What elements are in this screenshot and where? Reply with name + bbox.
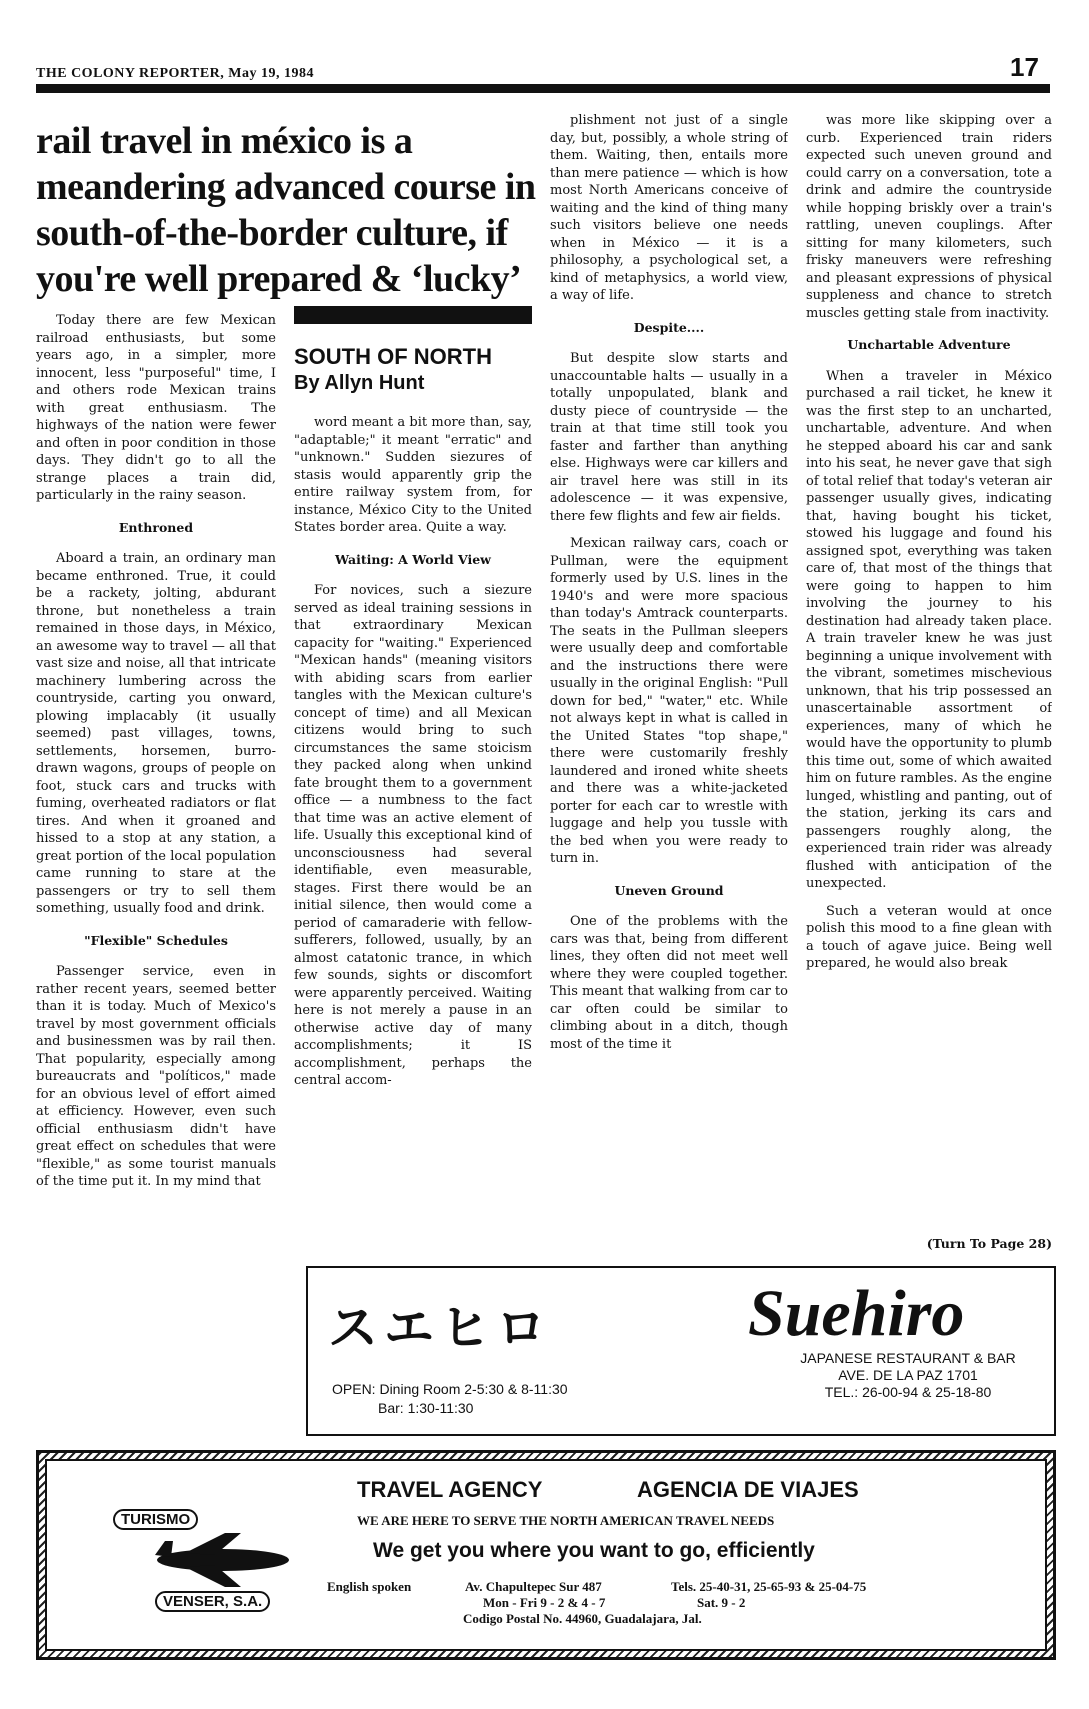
airplane-icon [145,1533,295,1587]
headline: rail travel in méxico is a meandering advanced course in south-of-the-border culture, if you're well prepared & ‘lucky’ [36,120,536,300]
article-paragraph: Such a veteran would at once polish this mood to a fine glean with a touch of agave juice. Being well prepared, he would also break [806,903,1052,971]
english-spoken: English spoken [327,1579,412,1594]
travel-agency-address: Av. Chapultepec Sur 487 [465,1579,602,1594]
article-column-3 [550,112,788,1257]
article-paragraph: Today there are few Mexican railroad enthusiasts, but some years ago, in a simpler, more innocent, less "purposeful" time, I and others rode Mexican trains with great enthusiasm. The highways of the nation were fewer and often in poor condition in those days. They didn't go to all the strange places a train did, particularly in the rainy season. [36,313,276,503]
suehiro-logo: Suehiro [748,1277,965,1350]
article-paragraph: Passenger service, even in rather recent years, seemed better than it is today. Much of Mexico's travel by most government officials and businessmen was by rail then. That popularity, especially among bureaucrats and "políticos," made for an obvious level of effort aimed at efficiency. However, even such official enthusiasm didn't have great effect on schedules that were "flexible," as some tourist manuals of the time put it. In my mind that [36,964,276,1189]
suehiro-bar-hours: Bar: 1:30-11:30 [378,1400,474,1416]
travel-agency-saturday: Sat. 9 - 2 [697,1595,746,1610]
byline: By Allyn Hunt [294,372,425,394]
logo-venser-text: VENSER, S.A. [155,1591,270,1612]
travel-agency-ad [36,1450,1056,1660]
subhead: Waiting: A World View [335,551,491,567]
article-paragraph: One of the problems with the cars was that, being from different lines, they often did not meet well where they were coupled together. This meant that walking from car to car often could be similar to climbing about in a ditch, though most of the time it [550,914,788,1052]
subhead: "Flexible" Schedules [84,932,228,948]
article-column-1 [36,312,276,1262]
travel-agency-slogan: We get you where you want to go, efficiently [373,1539,815,1562]
subhead: Unchartable Adventure [847,337,1011,352]
logo-turismo-text: TURISMO [113,1509,198,1530]
travel-agency-ad-inner [45,1459,1047,1651]
header-rule [36,84,1050,93]
suehiro-logo-japanese: スエヒロ [328,1299,552,1357]
article-paragraph: But despite slow starts and unaccountable halts — usually in a totally unpopulated, blank and dusty piece of countryside — the train at that time still took you faster and farther than anything else. Highways were car killers and air travel here was still in its adolescence — it was expensive, there few flights and few air fields. [550,351,788,524]
byline-bar [294,306,532,324]
suehiro-line-1: JAPANESE RESTAURANT & BAR [800,1350,1016,1366]
travel-agency-postal: Codigo Postal No. 44960, Guadalajara, Jal. [463,1611,702,1626]
travel-agency-serve: WE ARE HERE TO SERVE THE NORTH AMERICAN TRAVEL NEEDS [357,1513,775,1528]
article-paragraph: Mexican railway cars, coach or Pullman, were the equipment formerly used by U.S. lines in the 1940's and were more spacious than today's Amtrack counterparts. The seats in the Pullman sleepers were usually deep and comfortable and the instructions there were usually in the original English: "Pull down for bed," "water," etc. While not always kept in what is called in the United States "top shape," there were customarily freshly laundered and ironed white sheets and there was a white-jacketed porter for each car to wrestle with luggage and help you tussle with the bed when you were ready to turn in. [550,536,788,866]
article-paragraph: was more like skipping over a curb. Experienced train riders expected such uneven ground and could carry on a conversation, tote a drink and admire the countryside while hopping briskly over a train's rattling, uneven couplings. After sitting for many kilometers, such frisky maneuvers were refreshing and pleasant expressions of physical suppleness and chance to stretch muscles getting stale from inactivity. [806,113,1052,321]
travel-agency-title-en: TRAVEL AGENCY [357,1477,543,1502]
page-number: 17 [1010,52,1039,82]
article-paragraph: For novices, such a siezure served as ideal training sessions in that extraordinary Mexican capacity for "waiting." Experienced "Mexican hands" (meaning visitors with abiding scars from earlier tangles with the Mexican culture's concept of time) and all Mexican citizens would bring to such circumstances the same stoicism they packed along when unkind fate brought them to a government office — a numbness to the fact that time was an active element of life. Usually this exceptional kind of unconsciousness had several identifiable, even measurable, stages. First there would be an initial silence, then would come a period of camaraderie with fellow-sufferers, followed, usually, by an almost catatonic trance, in which few sounds, sights or discomfort were apparently perceived. Waiting here is not merely a pause in an otherwise active day of many accomplishments; it IS accomplishment, perhaps the central accom- [294,583,532,1088]
article-paragraph: plishment not just of a single day, but, possibly, a whole string of them. Waiting, then, entails more than mere patience — which is how most North Americans conceive of waiting and the kind of thing many such visitors believe one needs when in México — it is a philosophy, a psychological set, a kind of metaphysics, a world view, a way of life. [550,113,788,303]
subhead: Enthroned [118,519,194,535]
publication-header: THE COLONY REPORTER, May 19, 1984 [36,66,315,81]
subhead: Uneven Ground [614,882,724,898]
travel-agency-hours: Mon - Fri 9 - 2 & 4 - 7 [483,1595,606,1610]
suehiro-line-2: AVE. DE LA PAZ 1701 [838,1367,978,1383]
travel-agency-phones: Tels. 25-40-31, 25-65-93 & 25-04-75 [671,1579,867,1594]
article-column-2 [294,414,532,1254]
suehiro-ad [306,1266,1056,1436]
column-title: SOUTH OF NORTH [294,344,492,369]
suehiro-hours: OPEN: Dining Room 2-5:30 & 8-11:30 [332,1381,568,1397]
turismo-venser-logo [105,1509,295,1619]
article-paragraph: word meant a bit more than, say, "adaptable;" it meant "erratic" and "unknown." Sudden siezures of stasis would apparently grip the entire railway system from, for instance, México City to the United States border area. Quite a way. [294,415,532,535]
article-paragraph: When a traveler in México purchased a rail ticket, he knew it was the first step to an uncharted, unchartable, adventure. And when he stepped aboard his car and sank into his seat, he never gave that sigh of total relief that today's veteran air passenger usually gives, indicating that, having bought his ticket, stowed his luggage and found his assigned spot, everything was taken care of, that most of the things that were going to happen to him involving the journey to his destination had already taken place. A train traveler knew he was just beginning a unique involvement with the vibrant, sometimes mischevious unknown, that his trip possessed an unascertainable assortment of experiences, many of which he would have the opportunity to plumb this time out, some of which awaited him on future rambles. As the engine lunged, whistling and panting, out of the station, jerking its cars and passengers roughly along, the experienced train rider was already flushed with anticipation of the unexpected. [806,368,1052,891]
subhead: Despite.... [633,319,705,335]
travel-agency-title-es: AGENCIA DE VIAJES [637,1477,859,1502]
byline-box [294,306,532,396]
article-column-4 [806,112,1052,1227]
article-paragraph: Aboard a train, an ordinary man became enthroned. True, it could be a rackety, jolting, abdurant throne, but nonetheless a train remained in those days, in México, an awesome way to travel — all that vast size and noise, all that intricate machinery lumbering across the countryside, carting you onward, plowing implacably (it usually seemed) past villages, towns, settlements, horsemen, burro-drawn wagons, groups of people on foot, stuck cars and trucks with fuming, overheated radiators or flat tires. And when it groaned and hissed to a stop at any station, a great portion of the local population came running to stare at the passengers or try to sell them something, usually food and drink. [36,551,276,916]
suehiro-phone: TEL.: 26-00-94 & 25-18-80 [824,1384,992,1400]
continued-note: (Turn To Page 28) [926,1236,1052,1251]
